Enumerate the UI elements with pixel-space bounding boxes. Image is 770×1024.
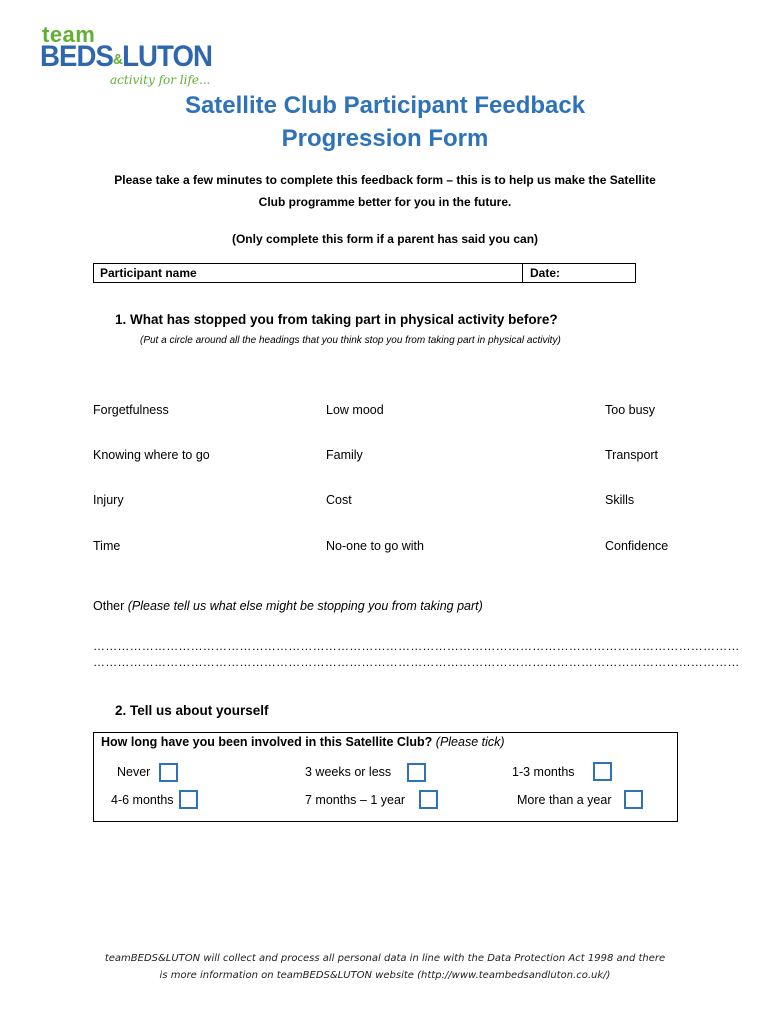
option-forgetfulness[interactable]: Forgetfulness [93, 403, 169, 417]
tickbox-3-weeks-or-less[interactable] [407, 763, 426, 782]
logo-beds-luton-text [40, 40, 212, 74]
form-title-line1: Satellite Club Participant Feedback [184, 92, 586, 119]
option-1-3-months-label: 1-3 months [512, 765, 575, 779]
question-2-heading: 2. Tell us about yourself [115, 703, 269, 718]
logo-ampersand: & [113, 51, 123, 68]
involvement-question-hint: (Please tick) [435, 735, 505, 749]
option-cost[interactable]: Cost [326, 493, 352, 507]
tickbox-1-3-months[interactable] [593, 762, 612, 781]
tickbox-more-than-a-year[interactable] [624, 790, 643, 809]
other-prompt [93, 599, 483, 613]
logo-team-text: team [42, 22, 96, 47]
participant-info-box [93, 263, 636, 283]
option-low-mood[interactable]: Low mood [326, 403, 384, 417]
logo-beds: BEDS [40, 40, 114, 73]
question-1-instruction: (Put a circle around all the headings that you think stop you from taking part in physical activity) [140, 335, 561, 346]
option-time[interactable]: Time [93, 539, 121, 553]
other-hint: (Please tell us what else might be stopping you from taking part) [127, 599, 483, 613]
question-1-heading: 1. What has stopped you from taking part in physical activity before? [115, 312, 558, 327]
intro-note: (Only complete this form if a parent has said you can) [231, 232, 539, 246]
tickbox-7-months-1-year[interactable] [419, 790, 438, 809]
footer-line2: is more information on teamBEDS&LUTON website (http://www.teambedsandluton.co.uk/) [159, 970, 611, 981]
intro-line1: Please take a few minutes to complete this feedback form – this is to help us make the Satellite [114, 173, 656, 187]
option-confidence[interactable]: Confidence [605, 539, 669, 553]
option-skills[interactable]: Skills [605, 493, 635, 507]
other-answer-line-1[interactable]: …………………………………………………………………………………………………………………………………………… [93, 639, 740, 653]
intro-line2: Club programme better for you in the future. [258, 195, 512, 209]
logo-luton: LUTON [122, 40, 213, 73]
option-4-6-months-label: 4-6 months [111, 793, 174, 807]
involvement-question [101, 735, 505, 749]
other-answer-line-2[interactable]: …………………………………………………………………………………………………………………………………………… [93, 655, 740, 669]
tickbox-4-6-months[interactable] [179, 790, 198, 809]
logo-tagline: activity for life... [110, 73, 211, 87]
form-title-line2: Progression Form [281, 125, 489, 152]
option-family[interactable]: Family [326, 448, 363, 462]
participant-name-label[interactable]: Participant name [100, 266, 197, 280]
option-3-weeks-label: 3 weeks or less [305, 765, 392, 779]
option-injury[interactable]: Injury [93, 493, 124, 507]
involvement-question-text: How long have you been involved in this Satellite Club? [101, 735, 433, 749]
tickbox-never[interactable] [159, 763, 178, 782]
other-label: Other [93, 599, 125, 613]
date-label[interactable]: Date: [530, 266, 561, 280]
option-more-than-a-year-label: More than a year [517, 793, 612, 807]
option-no-one-to-go-with[interactable]: No-one to go with [326, 539, 424, 553]
involvement-box [93, 732, 678, 822]
footer-line1: teamBEDS&LUTON will collect and process all personal data in line with the Data Protection Act 1998 and there [104, 953, 666, 964]
participant-box-divider [522, 264, 523, 282]
option-knowing-where-to-go[interactable]: Knowing where to go [93, 448, 210, 462]
option-7-months-label: 7 months – 1 year [305, 793, 406, 807]
option-too-busy[interactable]: Too busy [605, 403, 656, 417]
option-transport[interactable]: Transport [605, 448, 659, 462]
option-never-label: Never [117, 765, 151, 779]
